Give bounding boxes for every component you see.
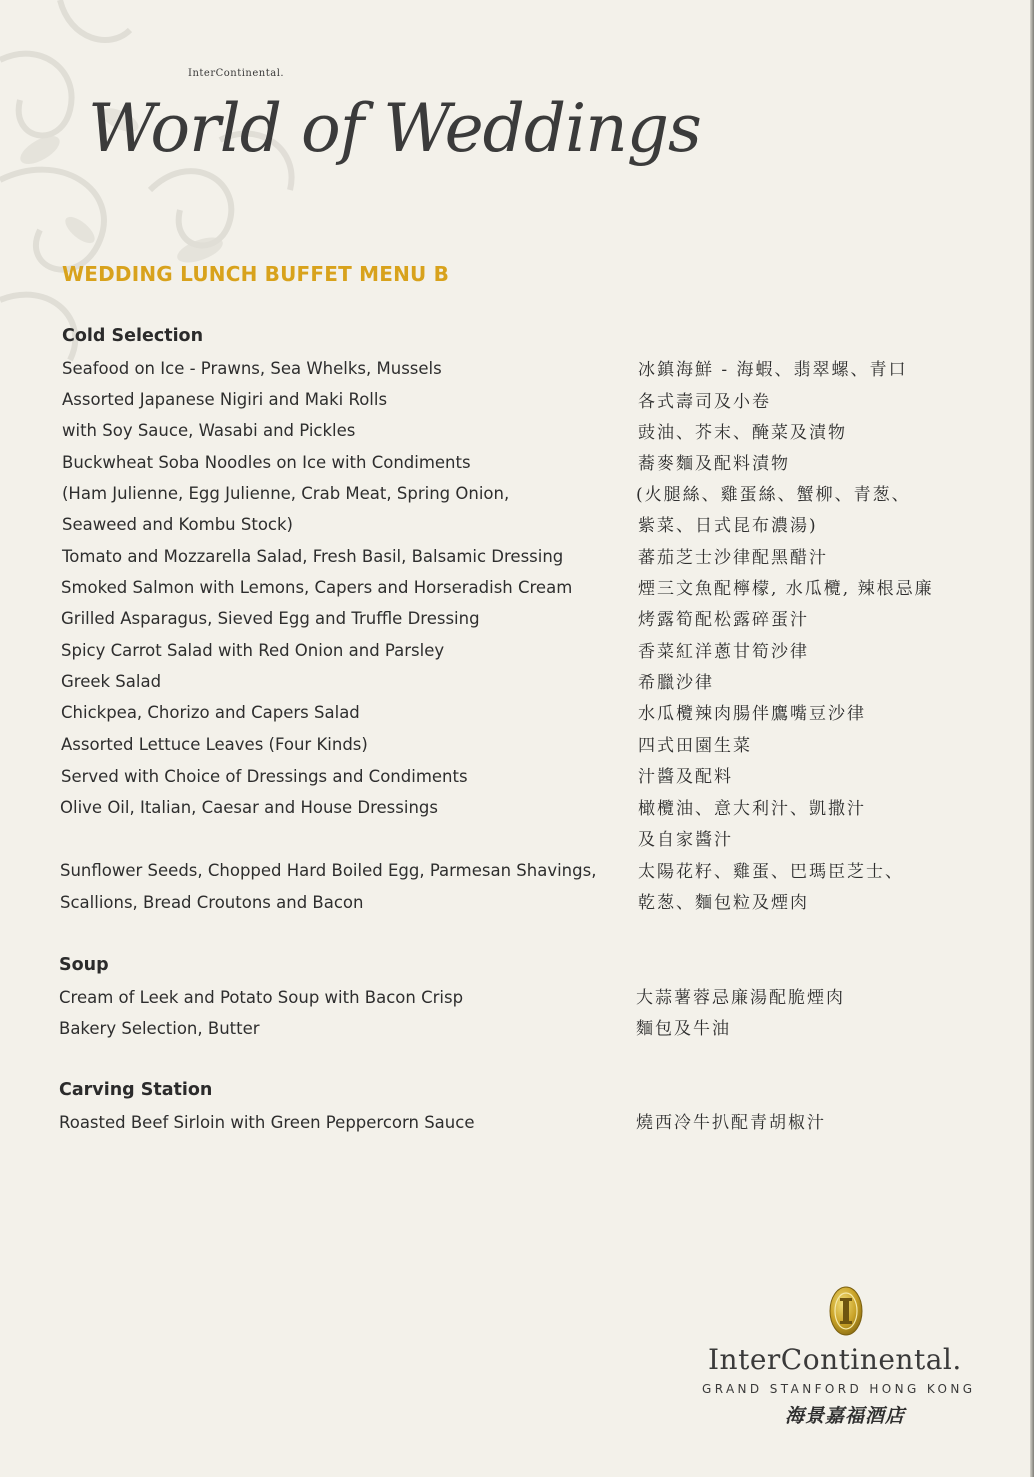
menu-item-en: Bakery Selection, Butter <box>59 1019 260 1038</box>
page-edge <box>1030 0 1034 1477</box>
menu-item-en: Olive Oil, Italian, Caesar and House Dressings <box>60 798 438 817</box>
menu-item-en: Greek Salad <box>61 672 162 691</box>
menu-item-en: Cream of Leek and Potato Soup with Bacon Crisp <box>59 988 464 1007</box>
menu-item-en: Scallions, Bread Croutons and Bacon <box>60 893 364 912</box>
brand-small-text: InterContinental. <box>188 68 285 79</box>
menu-title: WEDDING LUNCH BUFFET MENU B <box>62 262 450 286</box>
menu-item-zh: 蕃茄芝士沙律配黑醋汁 <box>638 548 828 568</box>
menu-item-zh: 各式壽司及小卷 <box>638 392 771 412</box>
menu-item-en: Assorted Lettuce Leaves (Four Kinds) <box>61 735 368 754</box>
menu-item-zh: 大蒜薯蓉忌廉湯配脆煙肉 <box>636 988 845 1008</box>
menu-item-zh: 煙三文魚配檸檬, 水瓜欖, 辣根忌廉 <box>638 579 934 599</box>
menu-item-zh: 汁醬及配料 <box>638 767 733 787</box>
menu-item-en: Assorted Japanese Nigiri and Maki Rolls <box>62 390 388 409</box>
menu-item-zh: 蕎麥麵及配料漬物 <box>638 454 790 474</box>
menu-item-zh: 豉油、芥末、醃菜及漬物 <box>638 423 847 443</box>
world-of-weddings-logo <box>48 58 701 218</box>
section-heading-cold-selection: Cold Selection <box>62 326 204 346</box>
menu-item-en: Seaweed and Kombu Stock) <box>62 515 293 534</box>
menu-item-zh: (火腿絲、雞蛋絲、蟹柳、青葱、 <box>636 485 911 505</box>
menu-item-zh: 冰鎮海鮮 - 海蝦、翡翠螺、青口 <box>638 360 908 380</box>
intercontinental-footer-logo <box>690 1285 1010 1435</box>
menu-item-zh: 橄欖油、意大利汁、凱撒汁 <box>638 799 866 819</box>
menu-item-en: Tomato and Mozzarella Salad, Fresh Basil, Balsamic Dressing <box>62 547 564 566</box>
hotel-subtitle: GRAND STANFORD HONG KONG <box>702 1382 976 1396</box>
menu-item-en: with Soy Sauce, Wasabi and Pickles <box>62 421 356 440</box>
menu-item-zh: 麵包及牛油 <box>636 1019 731 1039</box>
section-heading-soup: Soup <box>59 955 109 975</box>
menu-item-en: Buckwheat Soba Noodles on Ice with Condiments <box>62 453 471 472</box>
menu-item-zh: 及自家醬汁 <box>638 830 733 850</box>
menu-item-en: Served with Choice of Dressings and Condiments <box>61 767 468 786</box>
intercontinental-emblem-icon <box>828 1285 864 1337</box>
menu-item-zh: 太陽花籽、雞蛋、巴瑪臣芝士、 <box>638 862 904 882</box>
menu-item-en: (Ham Julienne, Egg Julienne, Crab Meat, Spring Onion, <box>62 484 510 503</box>
menu-item-zh: 水瓜欖辣肉腸伴鷹嘴豆沙律 <box>638 704 866 724</box>
hotel-name: InterContinental. <box>708 1343 962 1376</box>
hotel-chinese-name: 海景嘉福酒店 <box>785 1405 906 1427</box>
menu-item-zh: 烤露筍配松露碎蛋汁 <box>638 610 809 630</box>
menu-item-en: Spicy Carrot Salad with Red Onion and Parsley <box>61 641 445 660</box>
menu-item-en: Grilled Asparagus, Sieved Egg and Truffle Dressing <box>61 609 480 628</box>
menu-item-en: Smoked Salmon with Lemons, Capers and Horseradish Cream <box>61 578 573 597</box>
menu-item-zh: 乾葱、麵包粒及煙肉 <box>638 893 809 913</box>
menu-item-zh: 紫菜、日式昆布濃湯) <box>638 516 818 536</box>
menu-item-zh: 香菜紅洋蔥甘筍沙律 <box>638 642 809 662</box>
menu-item-en: Seafood on Ice - Prawns, Sea Whelks, Mussels <box>62 359 442 378</box>
menu-item-zh: 四式田園生菜 <box>638 736 752 756</box>
menu-item-en: Chickpea, Chorizo and Capers Salad <box>61 703 360 722</box>
menu-item-en: Roasted Beef Sirloin with Green Peppercorn Sauce <box>59 1113 475 1132</box>
section-heading-carving-station: Carving Station <box>59 1080 213 1100</box>
script-title: World of Weddings <box>88 90 701 167</box>
menu-item-zh: 希臘沙律 <box>638 673 714 693</box>
menu-item-zh: 燒西冷牛扒配青胡椒汁 <box>636 1113 826 1133</box>
menu-item-en: Sunflower Seeds, Chopped Hard Boiled Egg, Parmesan Shavings, <box>60 861 597 880</box>
